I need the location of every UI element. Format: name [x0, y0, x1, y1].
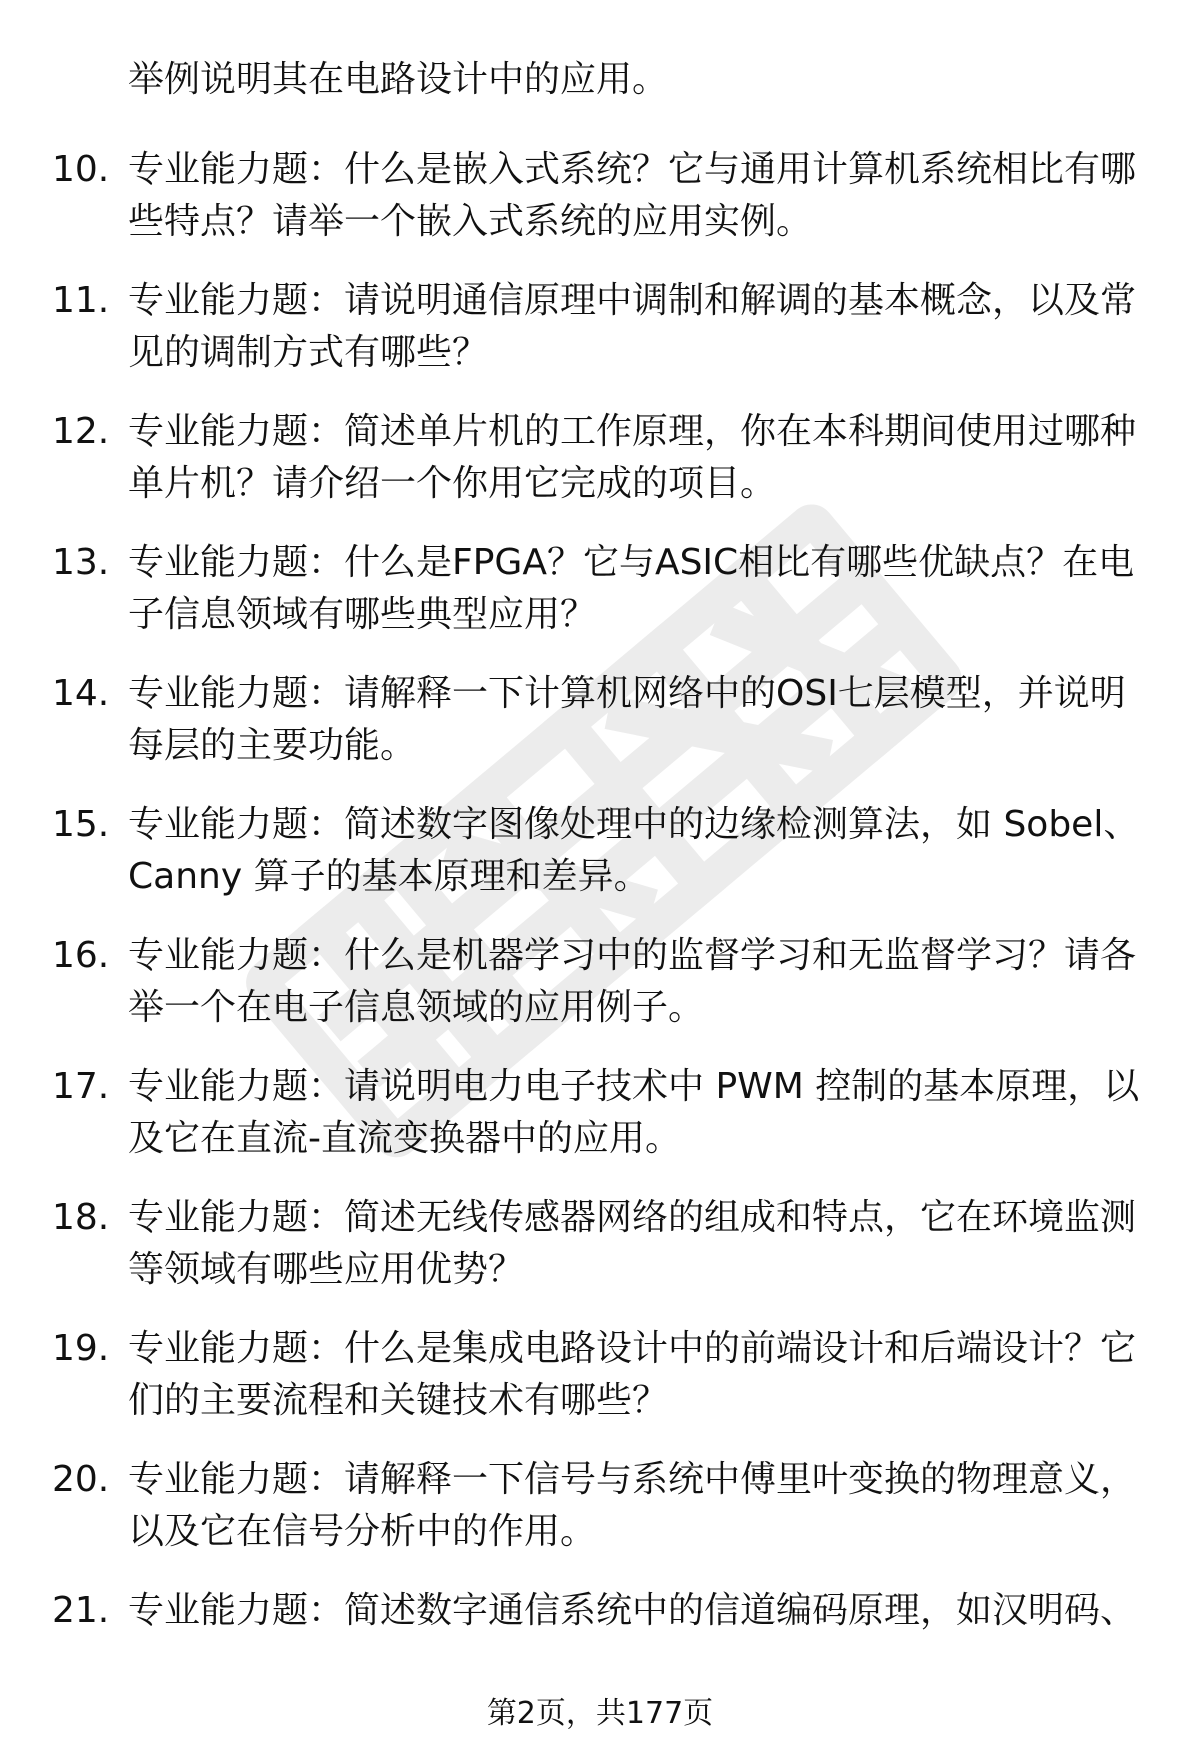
- question-item: [0, 1577, 1200, 1708]
- question-number: 11.: [52, 280, 110, 321]
- question-text-line: 单片机？请介绍一个你用它完成的项目。: [128, 463, 777, 504]
- question-text: [128, 406, 1148, 510]
- intro-line: 举例说明其在电路设计中的应用。: [128, 59, 669, 100]
- question-item: [0, 136, 1200, 267]
- question-text-line: 及它在直流-直流变换器中的应用。: [128, 1118, 681, 1159]
- question-text-line: 专业能力题：请解释一下信号与系统中傅里叶变换的物理意义，: [128, 1459, 1137, 1500]
- question-item: [0, 922, 1200, 1053]
- question-text: [128, 1323, 1148, 1427]
- question-text: [128, 1061, 1148, 1165]
- question-number: 16.: [52, 935, 110, 976]
- question-number: 20.: [52, 1459, 110, 1500]
- question-text-line: 专业能力题：什么是FPGA？它与ASIC相比有哪些优缺点？在电: [128, 542, 1135, 583]
- question-text-line: 子信息领域有哪些典型应用？: [128, 594, 597, 635]
- question-text: [128, 1454, 1148, 1558]
- question-text-line: 专业能力题：请说明通信原理中调制和解调的基本概念，以及常: [128, 280, 1137, 321]
- question-text-line: 专业能力题：简述无线传感器网络的组成和特点，它在环境监测: [128, 1197, 1137, 1238]
- question-text-line: 些特点？请举一个嵌入式系统的应用实例。: [128, 201, 813, 242]
- question-text: [128, 799, 1148, 903]
- question-text-line: Canny 算子的基本原理和差异。: [128, 856, 650, 897]
- question-text: [128, 668, 1148, 772]
- question-list: [0, 136, 1200, 1708]
- question-text-line: 们的主要流程和关键技术有哪些？: [128, 1380, 669, 1421]
- question-number: 15.: [52, 804, 110, 845]
- question-text: [128, 1192, 1148, 1296]
- question-item: [0, 398, 1200, 529]
- question-text-line: 专业能力题：什么是机器学习中的监督学习和无监督学习？请各: [128, 935, 1137, 976]
- question-number: 21.: [52, 1590, 110, 1631]
- question-text-line: 见的调制方式有哪些？: [128, 332, 489, 373]
- question-item: [0, 1315, 1200, 1446]
- question-text-line: 专业能力题：简述数字图像处理中的边缘检测算法，如 Sobel、: [128, 804, 1140, 845]
- question-item: [0, 791, 1200, 922]
- question-text-line: 等领域有哪些应用优势？: [128, 1249, 525, 1290]
- question-text: [128, 930, 1148, 1034]
- question-text-line: 专业能力题：请解释一下计算机网络中的OSI七层模型，并说明: [128, 673, 1126, 714]
- question-text-line: 专业能力题：简述数字通信系统中的信道编码原理，如汉明码、: [128, 1590, 1137, 1631]
- question-number: 19.: [52, 1328, 110, 1369]
- question-item: [0, 1184, 1200, 1315]
- question-item: [0, 1053, 1200, 1184]
- question-text-line: 专业能力题：什么是嵌入式系统？它与通用计算机系统相比有哪: [128, 149, 1137, 190]
- question-item: [0, 1446, 1200, 1577]
- question-item: [0, 660, 1200, 791]
- question-number: 14.: [52, 673, 110, 714]
- question-text: [128, 537, 1148, 641]
- question-text-line: 举一个在电子信息领域的应用例子。: [128, 987, 705, 1028]
- question-text-line: 每层的主要功能。: [128, 725, 417, 766]
- question-number: 12.: [52, 411, 110, 452]
- page-footer: 第2页，共177页: [486, 1696, 714, 1731]
- question-text: [128, 144, 1148, 248]
- question-text-line: 以及它在信号分析中的作用。: [128, 1511, 597, 1552]
- question-text: [128, 1585, 1148, 1637]
- question-number: 17.: [52, 1066, 110, 1107]
- question-text-line: 专业能力题：什么是集成电路设计中的前端设计和后端设计？它: [128, 1328, 1137, 1369]
- question-text-line: 专业能力题：简述单片机的工作原理，你在本科期间使用过哪种: [128, 411, 1137, 452]
- question-number: 13.: [52, 542, 110, 583]
- question-number: 18.: [52, 1197, 110, 1238]
- question-item: [0, 267, 1200, 398]
- question-text: [128, 275, 1148, 379]
- question-item: [0, 529, 1200, 660]
- question-text-line: 专业能力题：请说明电力电子技术中 PWM 控制的基本原理，以: [128, 1066, 1140, 1107]
- question-number: 10.: [52, 149, 110, 190]
